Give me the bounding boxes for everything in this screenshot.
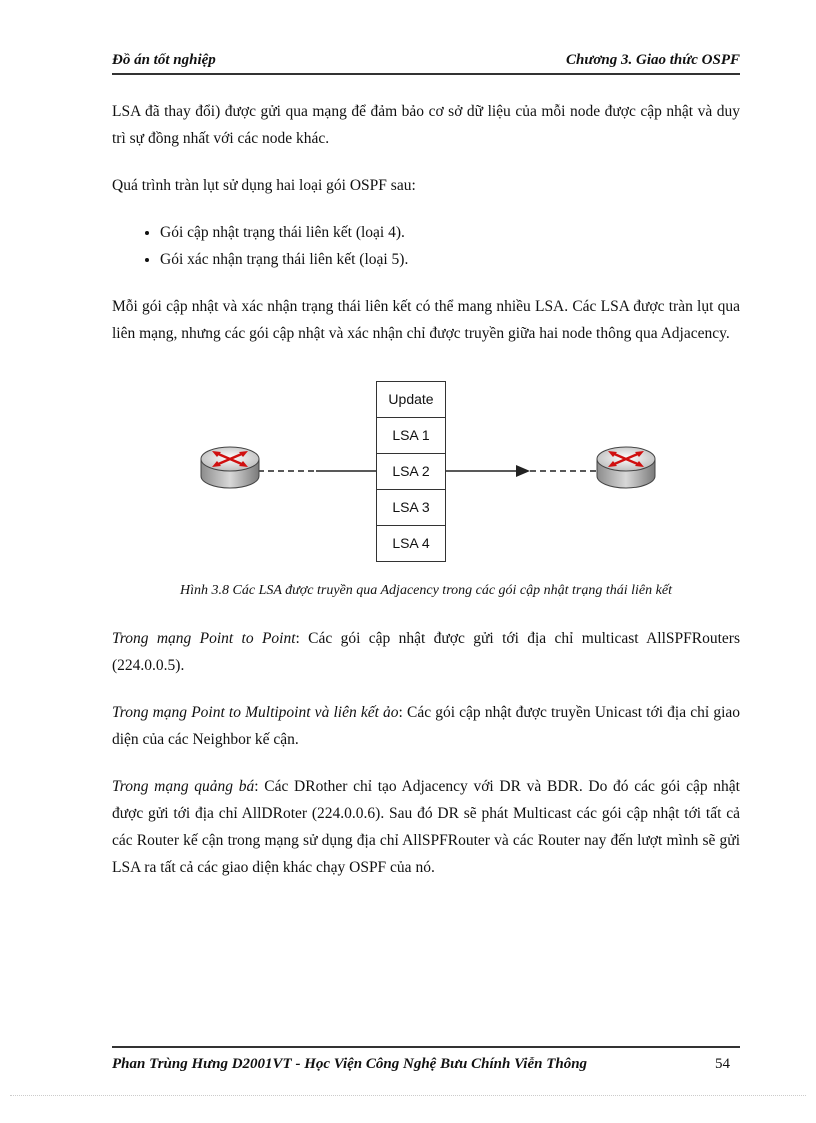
lsa-cell: LSA 4 bbox=[392, 535, 430, 551]
section-lead: Trong mạng quảng bá bbox=[112, 778, 255, 795]
paragraph: LSA đã thay đổi) được gửi qua mạng để đảm bảo cơ sở dữ liệu của mỗi node được cập nhật và duy trì sự đồng nhất với các node khác. bbox=[112, 103, 740, 147]
list-item: • Gói xác nhận trạng thái liên kết (loại 5). bbox=[160, 246, 740, 273]
section-paragraph bbox=[112, 625, 740, 679]
arrow-head-icon bbox=[516, 465, 530, 477]
paragraph: Mỗi gói cập nhật và xác nhận trạng thái liên kết có thể mang nhiều LSA. Các LSA được tràn lụt qua liên mạng, nhưng các gói cập nhật và xác nhận chỉ được truyền giữa hai node thông qua Adjacency. bbox=[112, 298, 740, 342]
page-content bbox=[112, 98, 740, 901]
header-left: Đồ án tốt nghiệp bbox=[112, 52, 216, 68]
figure-caption: Hình 3.8 Các LSA được truyền qua Adjacency trong các gói cập nhật trạng thái liên kết bbox=[180, 583, 672, 598]
router-left-icon bbox=[201, 447, 259, 488]
paragraph: Quá trình tràn lụt sử dụng hai loại gói OSPF sau: bbox=[112, 177, 416, 194]
section-text: : Các gói cập nhật được truyền Unicast tới địa chỉ giao diện của các Neighbor kế cận. bbox=[112, 704, 741, 748]
page-border-divider bbox=[10, 1095, 806, 1096]
section-lead: Trong mạng Point to Point bbox=[112, 630, 296, 647]
lsa-flow-diagram bbox=[112, 367, 740, 575]
packet-header-cell: Update bbox=[377, 382, 445, 418]
header-right: Chương 3. Giao thức OSPF bbox=[566, 52, 740, 68]
section-text: : Các DRother chỉ tạo Adjacency với DR và BDR. Do đó các gói cập nhật được gửi tới địa chỉ AllDRoter (224.0.0.6). Sau đó DR sẽ phát Multicast các gói cập nhật tới tất cả các Router kế cận trong mạng sử dụng địa chỉ AllSPFRouter và các Router nay đến lượt mình sẽ gửi LSA ra tất cả các giao diện khác chạy OSPF của nó. bbox=[112, 778, 740, 876]
section-text: : Các gói cập nhật được gửi tới địa chỉ multicast AllSPFRouters (224.0.0.5). bbox=[112, 630, 740, 674]
page-header bbox=[112, 52, 740, 75]
router-right-icon bbox=[597, 447, 655, 488]
bullet-list bbox=[112, 219, 740, 273]
update-packet bbox=[376, 381, 446, 562]
lsa-cell: LSA 1 bbox=[377, 418, 445, 454]
footer-author: Phan Trùng Hưng D2001VT - Học Viện Công Nghệ Bưu Chính Viễn Thông bbox=[112, 1056, 588, 1072]
lsa-cell: LSA 3 bbox=[377, 490, 445, 526]
section-lead: Trong mạng Point to Multipoint và liên kết ảo bbox=[112, 704, 399, 721]
section-paragraph bbox=[112, 699, 740, 753]
lsa-cell: LSA 2 bbox=[377, 454, 445, 490]
section-paragraph bbox=[112, 773, 740, 881]
list-item: • Gói cập nhật trạng thái liên kết (loại 4). bbox=[160, 219, 740, 246]
page-footer bbox=[112, 1046, 740, 1073]
page-number: 54 bbox=[715, 1056, 730, 1072]
